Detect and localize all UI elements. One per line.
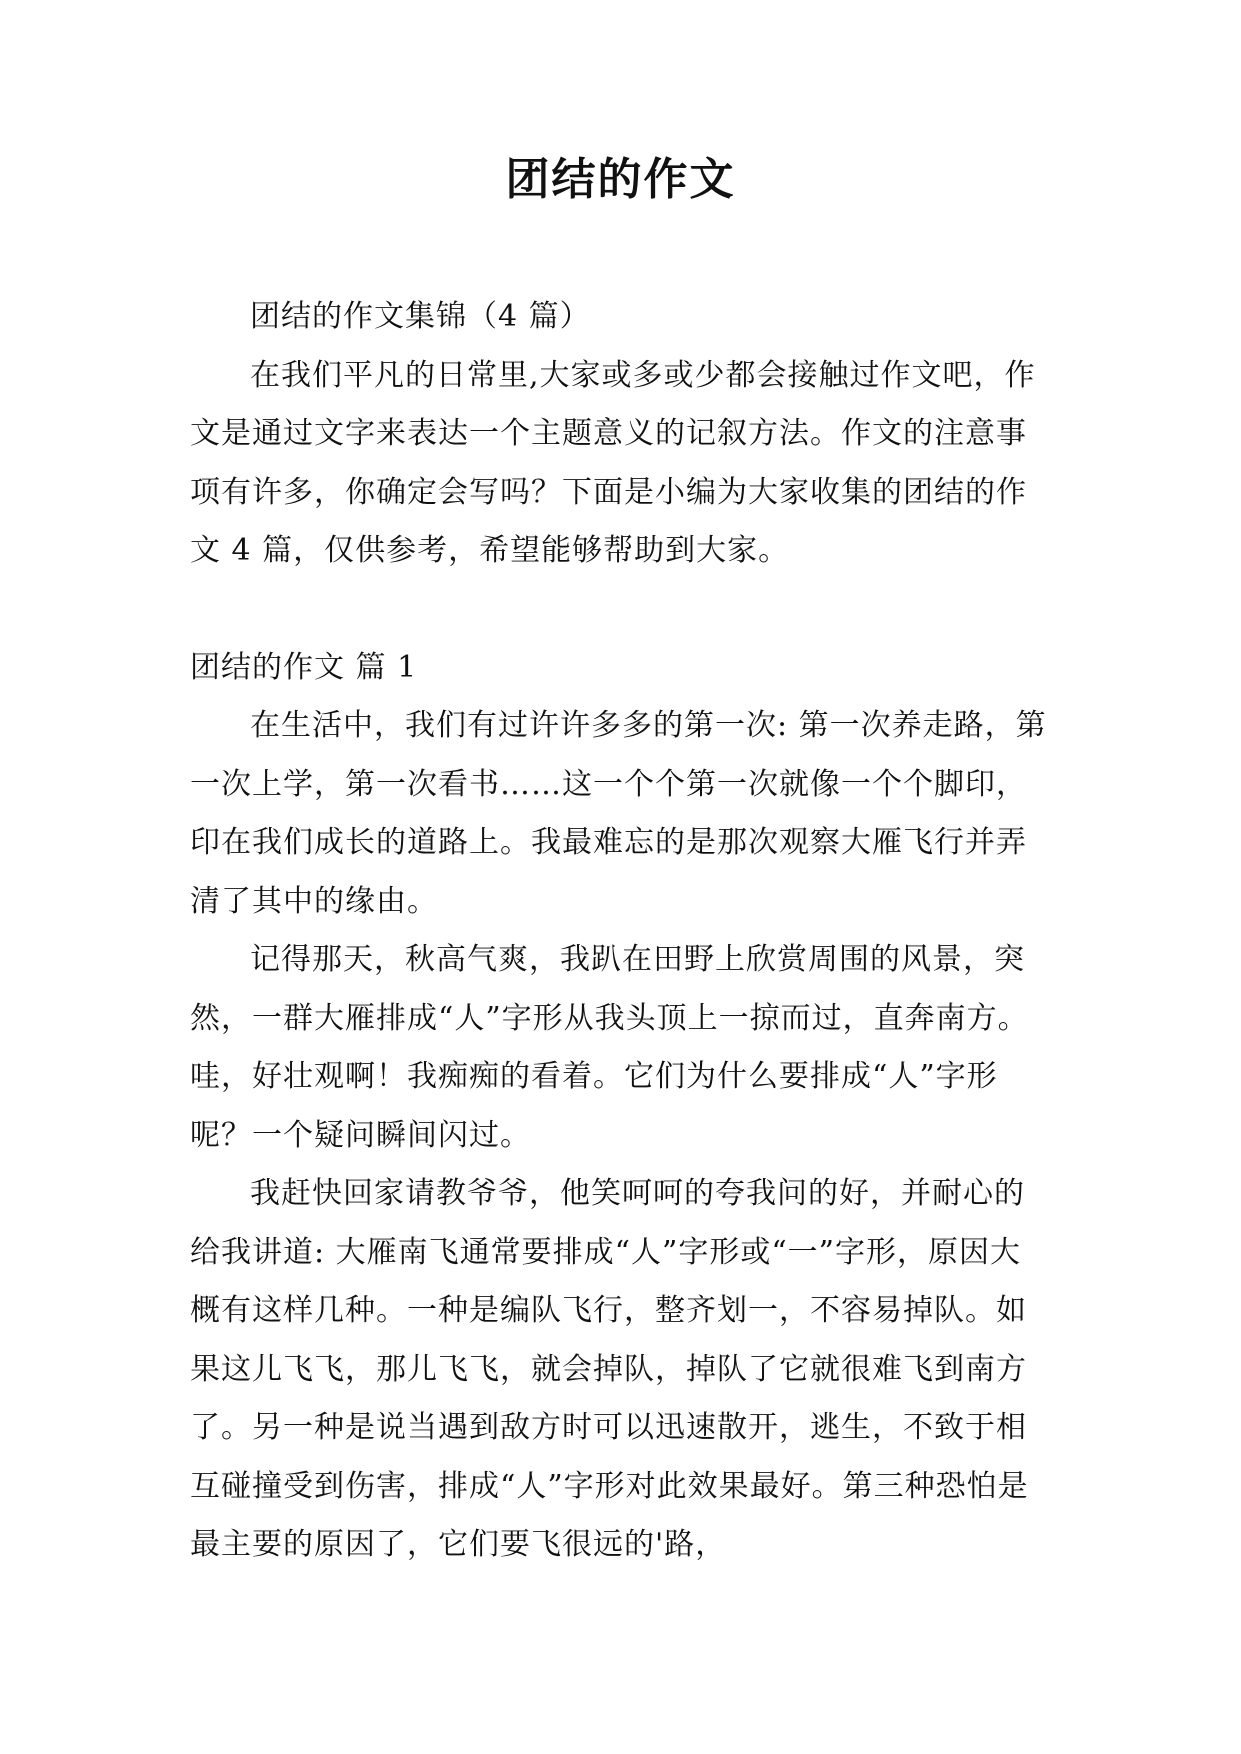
body-paragraph-3: 我赶快回家请教爷爷，他笑呵呵的夸我问的好，并耐心的给我讲道: 大雁南飞通常要排成“人”字形或“一”字形，原因大概有这样几种。一种是编队飞行，整齐划一，不容易掉队。如果这儿飞飞，那儿飞飞，就会掉队，掉队了它就很难飞到南方了。另一种是说当遇到敌方时可以迅速散开，逃生，不致于相互碰撞受到伤害，排成“人”字形对此效果最好。第三种恐怕是最主要的原因了，它们要飞很远的'路，: [190, 1176, 1029, 1562]
body-paragraph-1: 在生活中，我们有过许许多多的第一次: 第一次养走路，第一次上学，第一次看书……这一个个第一次就像一个个脚印，印在我们成长的道路上。我最难忘的是那次观察大雁飞行并弄清了其中的缘由。: [190, 708, 1047, 919]
document-subtitle: 团结的作文集锦（4 篇）: [250, 299, 591, 334]
document-body: [190, 288, 1050, 1575]
body-paragraph-2: 记得那天，秋高气爽，我趴在田野上欣赏周围的风景，突然，一群大雁排成“人”字形从我头顶上一掠而过，直奔南方。哇，好壮观啊！我痴痴的看着。它们为什么要排成“人”字形呢？一个疑问瞬间闪过。: [190, 942, 1029, 1153]
intro-paragraph: 在我们平凡的日常里,大家或多或少都会接触过作文吧，作文是通过文字来表达一个主题意义的记叙方法。作文的注意事项有许多，你确定会写吗？下面是小编为大家收集的团结的作文 4 篇，仅供参考，希望能够帮助到大家。: [190, 357, 1036, 568]
section-heading: 团结的作文 篇 1: [190, 649, 418, 685]
page-title: 团结的作文: [505, 154, 736, 205]
